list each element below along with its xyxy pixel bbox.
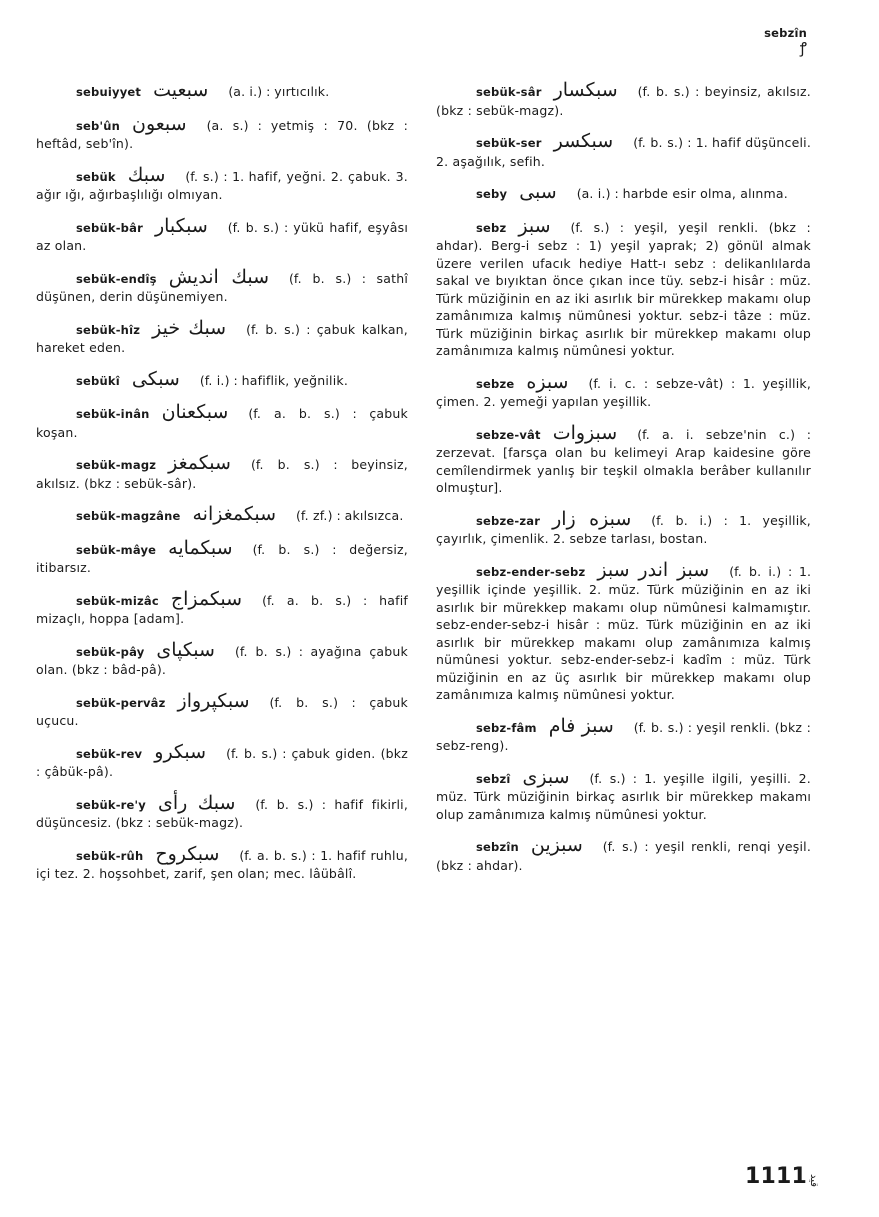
entry-arabic-script: سبك [127, 163, 166, 186]
dictionary-entry [36, 587, 408, 628]
entry-headword: sebze-vât [476, 427, 541, 442]
entry-arabic-script: سبزه زار [552, 507, 632, 530]
entry-headword: sebzîn [476, 840, 519, 854]
entry-grammar: (f. b. i.) [651, 512, 713, 528]
entry-arabic-script: سبزه [526, 370, 569, 393]
entry-arabic-script: سبکمغزانه [192, 503, 277, 525]
entry-headword: sebük-rûh [76, 848, 144, 863]
dictionary-entry [436, 214, 811, 360]
entry-definition: : 1. yeşillik, çimen. 2. yemeği yapılan yeşillik. [436, 375, 811, 409]
entry-definition: : yükü hafif, eşyâsı az olan. [36, 219, 408, 253]
entry-arabic-script: سبز [518, 214, 551, 237]
entry-grammar: (f. b. s.) [255, 796, 314, 812]
entry-grammar: (a. i.) [576, 186, 611, 201]
entry-grammar: (f. zf.) [296, 508, 333, 523]
entry-grammar: (f. b. s.) [633, 135, 683, 150]
entry-grammar: (f. a. b. s.) [248, 406, 340, 421]
entry-definition: : değersiz, itibarsız. [36, 541, 408, 575]
entry-definition: : çabuk koşan. [36, 406, 408, 440]
entry-headword: sebz-ender-sebz [476, 564, 586, 579]
entry-arabic-script: سبزين [530, 834, 583, 856]
entry-headword: sebük-rev [76, 746, 143, 761]
entry-grammar: (f. b. i.) [729, 563, 782, 579]
page-side-mark: ﻗﯿﺪ [808, 1173, 819, 1187]
page-number: 1111 [744, 1164, 807, 1189]
entry-arabic-script: سبکروح [155, 842, 220, 865]
entry-arabic-script: سبز فام [548, 714, 614, 737]
entry-definition: : ayağına çabuk olan. (bkz : bâd-pâ). [36, 643, 408, 677]
entry-definition: : 1. yeşille ilgili, yeşilli. 2. müz. Türk müziğinin birkaç asırlık bir mürekkep makamı olup zamânımıza kalmış nümûnesi yoktur. [436, 770, 811, 822]
entry-definition: : 1. yeşillik, çayırlık, çimenlik. 2. sebze tarlası, bostan. [436, 512, 811, 546]
entry-headword: sebz [476, 220, 507, 235]
dictionary-entry [436, 181, 811, 204]
entry-arabic-script: سبزوات [552, 421, 618, 444]
entry-headword: sebük [76, 169, 116, 184]
entry-headword: sebük-magzâne [76, 509, 181, 523]
dictionary-entry [36, 536, 408, 577]
dictionary-entry [36, 79, 408, 102]
right-column [436, 79, 811, 888]
entry-grammar: (f. i.) [199, 372, 230, 388]
dictionary-entry [36, 265, 408, 306]
dictionary-entry [436, 130, 811, 170]
entry-grammar: (f. b. s.) [252, 541, 320, 557]
entry-grammar: (f. b. s.) [246, 321, 300, 337]
entry-headword: sebük-magz [76, 458, 157, 472]
entry-headword: sebük-ser [476, 136, 542, 150]
entry-headword: sebük-hîz [76, 322, 141, 337]
dictionary-entry [36, 503, 408, 526]
entry-arabic-script: سبعیت [153, 79, 209, 101]
entry-grammar: (f. s.) [570, 219, 610, 235]
entry-arabic-script: سبعون [131, 112, 187, 135]
entry-definition: : çabuk giden. (bkz : çâbük-pâ). [36, 745, 408, 779]
entry-arabic-script: سبکی [131, 367, 180, 390]
dictionary-entry [36, 316, 408, 357]
entry-definition: : 1. hafif ruhlu, içi tez. 2. hoşsohbet, zarif, şen olan; mec. lâübâlî. [36, 847, 408, 881]
entry-arabic-script: سبك خيز [152, 316, 227, 339]
entry-definition: : beyinsiz, akılsız. (bkz : sebük-magz). [436, 84, 811, 118]
dictionary-entry [36, 112, 408, 153]
entry-grammar: (a. s.) [206, 117, 249, 133]
entry-grammar: (f. a. b. s.) [239, 847, 307, 863]
entry-arabic-script: سبى [519, 181, 557, 203]
entry-definition: : zerzevat. [farsça olan bu kelimeyi Arap kaidesine göre cemîlendirmek yanlış bir teşkil olmakla berâber kullanılır olmuştur]. [436, 426, 811, 495]
entry-definition: : hafif fikirli, düşüncesiz. (bkz : sebük-magz). [36, 796, 408, 830]
entry-arabic-script: سبك انديش [168, 265, 270, 288]
entry-headword: sebük-sâr [476, 85, 542, 99]
entry-headword: sebükî [76, 373, 120, 388]
entry-definition: : çabuk uçucu. [36, 694, 408, 728]
entry-headword: sebük-inân [76, 407, 150, 421]
page-header-mark: ꝭ [799, 39, 807, 57]
dictionary-entry [36, 638, 408, 679]
entry-grammar: (f. b. s.) [227, 219, 280, 235]
dictionary-entry [436, 79, 811, 119]
entry-grammar: (f. s.) [589, 770, 626, 786]
entry-definition: : 1. yeşillik içinde yeşillik. 2. müz. Türk müziğinin en az iki asırlık bir mürekkep makamı olup nümûnesi kalmamıştır. sebz-ender-sebz-i hisâr : müz. Türk müziğinin en az iki asırlık bir mürekkep makamı olup zamânımıza kalmış nümûnesi yoktur. sebz-ender-sebz-i kadîm : müz. Türk müziğinin en az üç asırlık bir mürekkep makamı olup zamânımıza kalmış nümûnesi yoktur. [436, 563, 811, 702]
entry-arabic-script: سبکمایه [168, 536, 233, 559]
entry-grammar: (f. a. b. s.) [262, 592, 352, 608]
entry-headword: sebze [476, 376, 515, 391]
dictionary-entry [436, 834, 811, 874]
dictionary-entry [436, 370, 811, 411]
dictionary-entry [36, 452, 408, 492]
entry-grammar: (f. s.) [602, 839, 638, 854]
entry-headword: sebzî [476, 771, 511, 786]
entry-definition: : yeşil renkli. (bkz : sebz-reng). [436, 719, 811, 753]
entry-definition: : hafiflik, yeğnilik. [233, 372, 349, 388]
entry-arabic-script: سبکرو [154, 740, 207, 763]
dictionary-entry [436, 507, 811, 548]
entry-definition: : 1. hafif düşünceli. 2. aşağılık, sefih. [436, 135, 811, 169]
entry-headword: sebük-endîş [76, 271, 157, 286]
entry-grammar: (f. b. s.) [234, 643, 292, 659]
dictionary-entry [36, 401, 408, 441]
entry-definition: : sathî düşünen, derin düşünemiyen. [36, 270, 408, 304]
page-header-guide-word: sebzîn [764, 26, 807, 40]
entry-headword: sebük-pây [76, 644, 145, 659]
entry-arabic-script: سبکسر [553, 130, 614, 152]
entry-definition: : beyinsiz, akılsız. (bkz : sebük-sâr). [36, 457, 408, 491]
dictionary-entry [36, 367, 408, 391]
entry-definition: : yeşil, yeşil renkli. (bkz : ahdar). Berg-i sebz : 1) yeşil yaprak; 2) gönül almak üzere verilen ufacık hediye Hatt-ı sebz : delikanlılarda sakal ve bıyıktan önce çıkan ince tüy. sebz-i hisâr : müz. Türk müziğinin en az iki asırlık bir mürekkep makamı olup zamânımıza kalmış nümûnesi yoktur. sebz-i tâze : müz. Türk müziğinin birkaç asırlık bir mürekkep makamı olup zamânımıza kalmış nümûnesi yoktur. [436, 219, 811, 358]
entry-arabic-script: سبکمزاج [170, 587, 243, 610]
entry-arabic-script: سبکپرواز [177, 689, 250, 712]
entry-headword: sebze-zar [476, 513, 541, 528]
dictionary-entry [436, 558, 811, 704]
dictionary-entry [436, 421, 811, 497]
entry-grammar: (f. s.) [185, 168, 219, 184]
dictionary-entry [36, 842, 408, 883]
entry-headword: sebük-bâr [76, 220, 143, 235]
dictionary-entry [436, 714, 811, 755]
dictionary-entry [36, 791, 408, 832]
entry-definition: : yeşil renkli, renqi yeşil. (bkz : ahdar). [436, 839, 811, 873]
entry-headword: seb'ûn [76, 118, 120, 133]
entry-grammar: (f. i. c. : sebze-vât) [588, 375, 724, 391]
entry-grammar: (f. b. s.) [637, 84, 690, 99]
dictionary-entry [36, 689, 408, 730]
entry-grammar: (f. b. s.) [250, 457, 320, 472]
entry-definition: : akılsızca. [336, 508, 404, 523]
entry-grammar: (a. i.) [228, 84, 263, 99]
entry-grammar: (f. b. s.) [633, 719, 684, 735]
dictionary-entry [36, 163, 408, 204]
entry-grammar: (f. b. s.) [226, 745, 278, 761]
entry-definition: : harbde esir olma, alınma. [614, 186, 788, 201]
entry-grammar: (f. b. s.) [269, 694, 338, 710]
entry-grammar: (f. b. s.) [289, 270, 352, 286]
entry-arabic-script: سبکسار [553, 79, 618, 101]
left-column [36, 79, 408, 897]
entry-definition: : hafif mizaçlı, hoppa [adam]. [36, 592, 408, 626]
entry-definition: : yırtıcılık. [266, 84, 330, 99]
entry-headword: sebz-fâm [476, 720, 537, 735]
entry-arabic-script: سبز اندر سبز [597, 558, 710, 581]
entry-arabic-script: سبکپای [156, 638, 215, 661]
entry-definition: : 1. hafif, yeğni. 2. çabuk. 3. ağır ığı, ağırbaşlılığı olmıyan. [36, 168, 408, 202]
entry-arabic-script: سبکبار [154, 214, 208, 237]
entry-arabic-script: سبزی [522, 765, 570, 788]
entry-headword: sebük-mizâc [76, 593, 159, 608]
entry-headword: sebük-pervâz [76, 695, 166, 710]
entry-headword: sebuiyyet [76, 85, 142, 99]
entry-headword: sebük-re'y [76, 797, 146, 812]
entry-definition: : çabuk kalkan, hareket eden. [36, 321, 408, 355]
dictionary-entry [36, 214, 408, 255]
entry-headword: seby [476, 187, 508, 201]
entry-headword: sebük-mâye [76, 542, 157, 557]
entry-grammar: (f. a. i. sebze'nin c.) [637, 426, 795, 442]
entry-arabic-script: سبك رأى [157, 791, 236, 814]
dictionary-entry [436, 765, 811, 824]
entry-arabic-script: سبکمغز [168, 452, 231, 474]
entry-arabic-script: سبکعنان [161, 401, 229, 423]
dictionary-entry [36, 740, 408, 781]
entry-definition: : yetmiş : 70. (bkz : heftâd, seb'în). [36, 117, 408, 151]
